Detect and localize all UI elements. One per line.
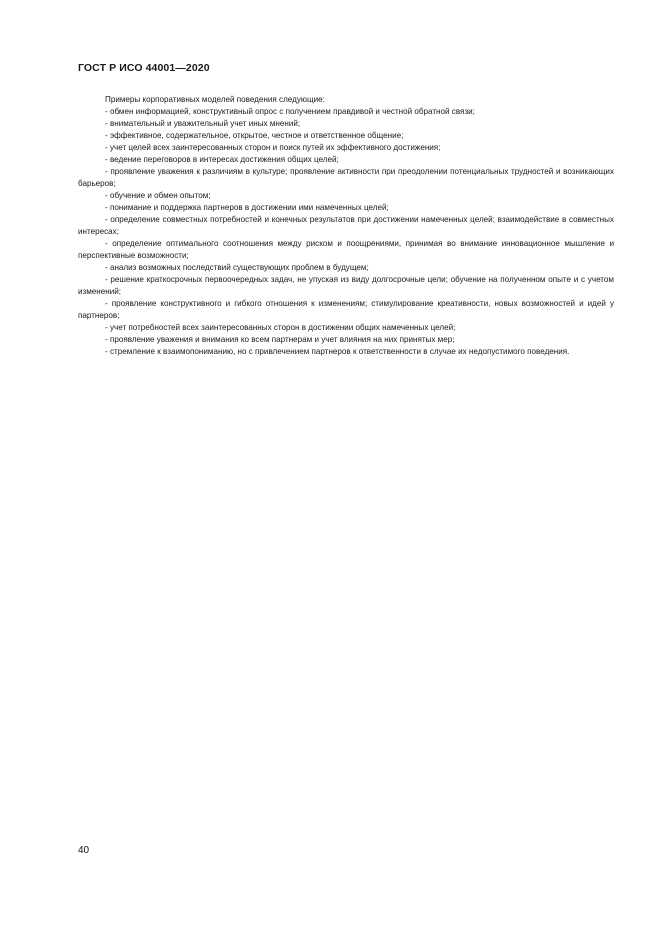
list-item: - проявление уважения и внимания ко всем партнерам и учет влияния на них принятых мер; [105,335,455,344]
list-item: - определение совместных потребностей и конечных результатов при достижении намеченных целей; взаимодействие в совместных интересах; [78,215,614,236]
list-item: - эффективное, содержательное, открытое, честное и ответственное общение; [105,131,404,140]
intro-paragraph: Примеры корпоративных моделей поведения следующие: [105,95,325,104]
list-item: - обучение и обмен опытом; [105,191,211,200]
page-number: 40 [78,845,90,856]
document-header: ГОСТ Р ИСО 44001—2020 [78,62,210,74]
list-item: - анализ возможных последствий существующих проблем в будущем; [105,263,369,272]
list-item: - учет потребностей всех заинтересованных сторон в достижении общих намеченных целей; [105,323,456,332]
list-item: - проявление уважения к различиям в культуре; проявление активности при преодолении потенциальных трудностей и возникающих барьеров; [78,167,614,188]
list-item: - стремление к взаимопониманию, но с привлечением партнеров к ответственности в случае их недопустимого поведения. [105,347,570,356]
list-item: - проявление конструктивного и гибкого отношения к изменениям; стимулирование креативности, новых возможностей и идей у партнеров; [78,299,614,320]
list-item: - решение краткосрочных первоочередных задач, не упуская из виду долгосрочные цели; обучение на полученном опыте и с учетом изменений; [78,275,614,296]
list-item: - ведение переговоров в интересах достижения общих целей; [105,155,339,164]
list-item: - внимательный и уважительный учет иных мнений; [105,119,301,128]
list-item: - определение оптимального соотношения между риском и поощрениями, принимая во внимание инновационное мышление и перспективные возможности; [78,239,614,260]
list-item: - обмен информацией, конструктивный опрос с получением правдивой и честной обратной связи; [105,107,475,116]
list-item: - учет целей всех заинтересованных сторон и поиск путей их эффективного достижения; [105,143,441,152]
list-item: - понимание и поддержка партнеров в достижении ими намеченных целей; [105,203,389,212]
body-text [78,94,614,358]
